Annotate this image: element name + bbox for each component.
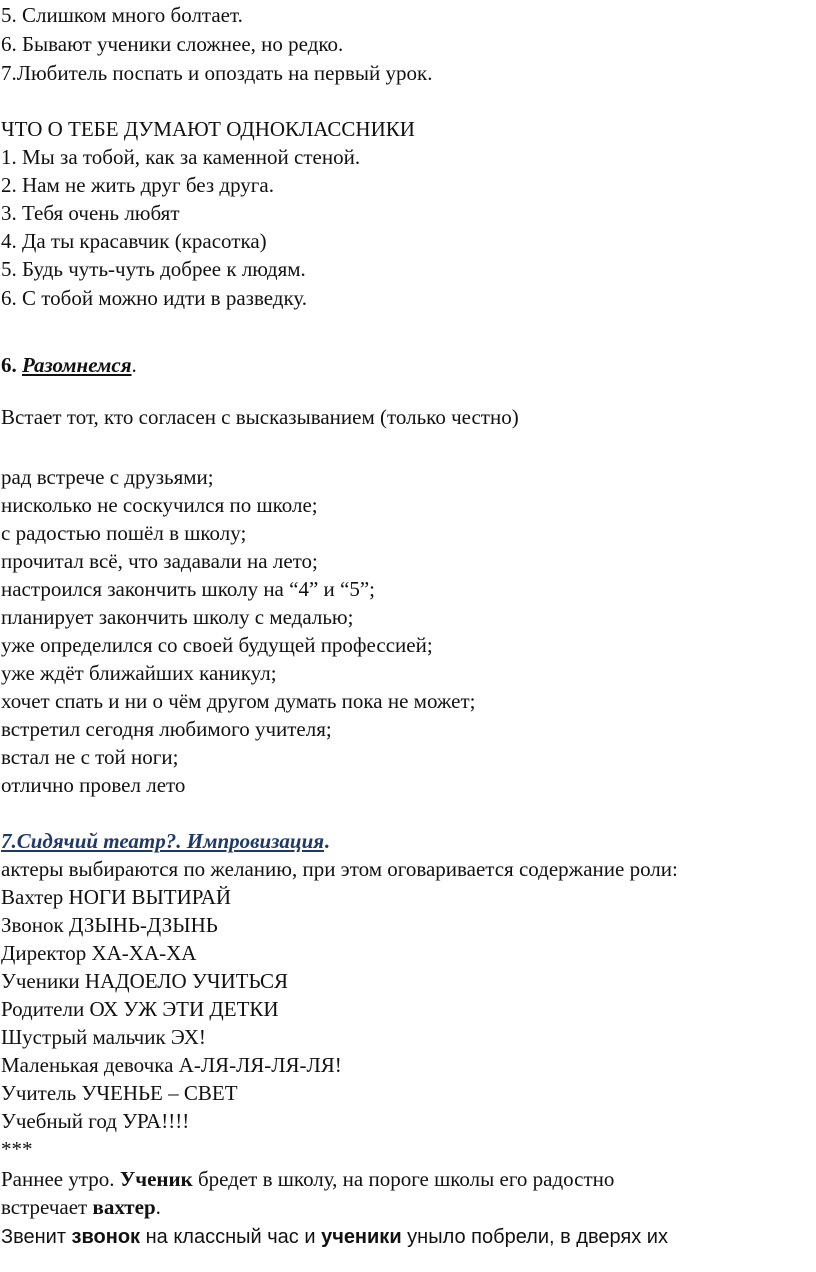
statement-item: планирует закончить школу с медалью;: [1, 605, 354, 629]
section-6-title: Разомнемся: [22, 353, 132, 377]
story-text: уныло побрели, в дверях их: [401, 1226, 668, 1248]
section-7-title: 7.Сидячий театр?. Импровизация: [1, 829, 325, 853]
list-item: 6. С тобой можно идти в разведку.: [1, 286, 308, 310]
statement-item: рад встрече с друзьями;: [1, 465, 214, 489]
section-6-title-suffix: .: [131, 353, 137, 377]
story-role-bell: звонок: [71, 1226, 141, 1248]
list-item: 1. Мы за тобой, как за каменной стеной.: [1, 145, 361, 169]
role-item: Ученики НАДОЕЛО УЧИТЬСЯ: [1, 969, 289, 993]
section-7-title-suffix: .: [324, 829, 330, 853]
section-7-intro: актеры выбираются по желанию, при этом оговаривается содержание роли:: [1, 857, 678, 881]
story-text: встречает: [1, 1195, 93, 1219]
section-6-heading: [1, 352, 137, 378]
statement-item: с радостью пошёл в школу;: [1, 521, 247, 545]
role-item: Шустрый мальчик ЭХ!: [1, 1025, 206, 1049]
role-item: Учитель УЧЕНЬЕ – СВЕТ: [1, 1081, 238, 1105]
statement-item: прочитал всё, что задавали на лето;: [1, 549, 318, 573]
role-item: Звонок ДЗЫНЬ-ДЗЫНЬ: [1, 913, 218, 937]
statement-item: нисколько не соскучился по школе;: [1, 493, 318, 517]
list-item: 6. Бывают ученики сложнее, но редко.: [1, 32, 344, 56]
role-item: Учебный год УРА!!!!: [1, 1109, 190, 1133]
story-line: [1, 1194, 161, 1220]
story-line: [1, 1224, 668, 1250]
statement-item: настроился закончить школу на “4” и “5”;: [1, 577, 375, 601]
list-item: 3. Тебя очень любят: [1, 201, 180, 225]
story-role-student: Ученик: [119, 1167, 193, 1191]
statement-item: хочет спать и ни о чём другом думать пока не может;: [1, 689, 476, 713]
story-text: бредет в школу, на пороге школы его радостно: [192, 1167, 615, 1191]
role-item: Директор ХА-ХА-ХА: [1, 941, 197, 965]
story-line: [1, 1166, 614, 1192]
separator: ***: [1, 1137, 33, 1161]
story-text: на классный час и: [140, 1226, 322, 1248]
story-role-students: ученики: [321, 1226, 402, 1248]
section-7-heading: [1, 828, 329, 854]
classmates-heading: ЧТО О ТЕБЕ ДУМАЮТ ОДНОКЛАССНИКИ: [1, 117, 415, 141]
statement-item: уже ждёт ближайших каникул;: [1, 661, 277, 685]
story-text: Звенит: [1, 1226, 72, 1248]
list-item: 2. Нам не жить друг без друга.: [1, 173, 274, 197]
statement-item: отлично провел лето: [1, 773, 186, 797]
list-item: 5. Будь чуть-чуть добрее к людям.: [1, 257, 306, 281]
story-role-watchman: вахтер: [92, 1195, 156, 1219]
list-item: 5. Слишком много болтает.: [1, 3, 243, 27]
role-item: Маленькая девочка А-ЛЯ-ЛЯ-ЛЯ-ЛЯ!: [1, 1053, 342, 1077]
statement-item: встретил сегодня любимого учителя;: [1, 717, 332, 741]
story-text: .: [155, 1195, 161, 1219]
list-item: 7.Любитель поспать и опоздать на первый урок.: [1, 61, 433, 85]
section-6-number: 6.: [1, 353, 22, 377]
statement-item: встал не с той ноги;: [1, 745, 179, 769]
role-item: Вахтер НОГИ ВЫТИРАЙ: [1, 885, 232, 909]
statement-item: уже определился со своей будущей профессией;: [1, 633, 433, 657]
section-6-instruction: Встает тот, кто согласен с высказыванием (только честно): [1, 405, 519, 429]
list-item: 4. Да ты красавчик (красотка): [1, 229, 267, 253]
story-text: Раннее утро.: [1, 1167, 120, 1191]
role-item: Родители ОХ УЖ ЭТИ ДЕТКИ: [1, 997, 279, 1021]
